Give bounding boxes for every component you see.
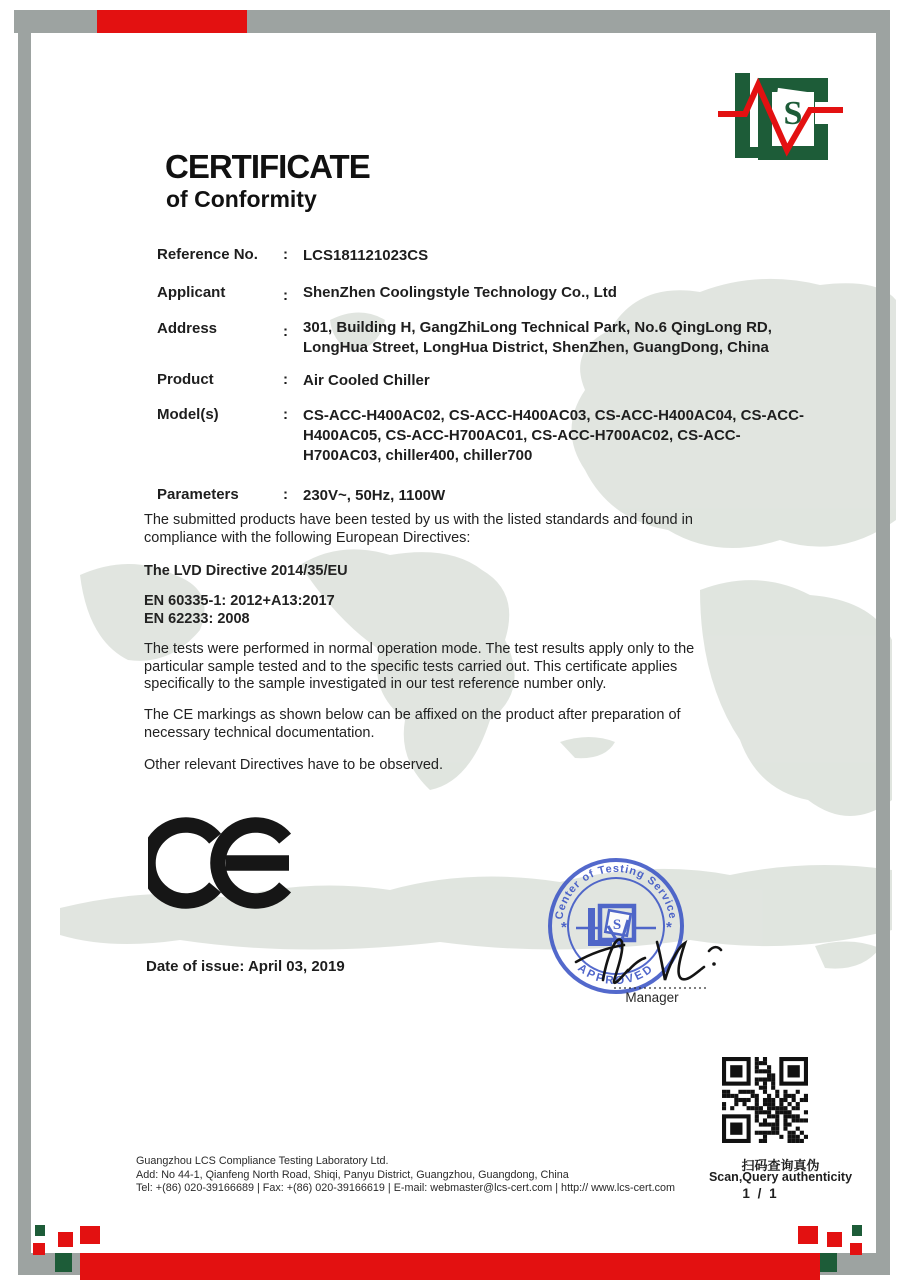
footer-address: Add: No 44-1, Qianfeng North Road, Shiqi, Panyu District, Guangzhou, Guangdong, China [136, 1168, 569, 1181]
qr-caption-en: Scan,Query authenticity [708, 1170, 853, 1184]
field-value-product: Air Cooled Chiller [303, 372, 430, 389]
tests-note-paragraph: The tests were performed in normal operation mode. The test results apply only to the particular sample tested and to the specific tests carried out. This certificate applies specifically to the sample investigated in our test reference number only. [144, 641, 695, 692]
certificate-subtitle: of Conformity [166, 186, 317, 212]
approval-stamp [528, 840, 768, 1010]
stamp-logo-letter: S [612, 917, 622, 933]
field-value-applicant: ShenZhen Coolingstyle Technology Co., Ltd [303, 284, 617, 301]
field-value-address: 301, Building H, GangZhiLong Technical Park, No.6 QingLong RD, LongHua Street, LongHua District, ShenZhen, GuangDong, China [303, 319, 772, 356]
field-label-parameters: Parameters [157, 486, 239, 503]
corner-square-green [820, 1253, 837, 1272]
qr-caption-cn: 扫码查询真伪 [741, 1158, 820, 1173]
qr-code [722, 1057, 808, 1143]
stamp-arc-top-text: Center of Testing Service [553, 862, 679, 921]
corner-square-red [827, 1232, 842, 1247]
ce-note-paragraph: The CE markings as shown below can be affixed on the product after preparation of necessary technical documentation. [144, 707, 681, 741]
field-colon: : [283, 246, 288, 263]
field-colon: : [283, 323, 288, 340]
field-label-applicant: Applicant [157, 284, 226, 301]
footer-block [136, 1155, 675, 1196]
field-label-reference: Reference No. [157, 246, 258, 263]
corner-square-green [35, 1225, 45, 1236]
intro-paragraph: The submitted products have been tested by us with the listed standards and found in compliance with the following European Directives: [144, 512, 693, 546]
standard-line-1: EN 60335-1: 2012+A13:2017 [144, 593, 335, 609]
corner-square-green [55, 1253, 72, 1272]
field-label-models: Model(s) [157, 406, 219, 423]
logo-letter: S [783, 95, 803, 132]
page-number: 1 / 1 [742, 1186, 779, 1201]
date-of-issue: Date of issue: April 03, 2019 [146, 958, 345, 975]
field-value-reference: LCS181121023CS [303, 247, 429, 264]
other-note-paragraph: Other relevant Directives have to be observed. [144, 757, 444, 773]
field-label-product: Product [157, 371, 214, 388]
field-colon: : [283, 287, 288, 304]
field-value-models: CS-ACC-H400AC02, CS-ACC-H400AC03, CS-ACC-H400AC04, CS-ACC-H400AC05, CS-ACC-H700AC01, CS-ACC-H700AC02, CS-ACC-H700AC03, chiller400, chiller700 [303, 407, 804, 464]
directive-line: The LVD Directive 2014/35/EU [144, 563, 348, 579]
footer-company: Guangzhou LCS Compliance Testing Laboratory Ltd. [136, 1155, 389, 1167]
corner-square-red [58, 1232, 73, 1247]
field-value-parameters: 230V~, 50Hz, 1100W [303, 487, 446, 504]
manager-label: Manager [625, 990, 679, 1005]
corner-square-green [852, 1225, 862, 1236]
corner-square-red [80, 1226, 100, 1244]
stamp-arc-bottom-text: APPROVED [575, 962, 657, 988]
frame-right-bar [876, 10, 890, 1275]
field-colon: : [283, 406, 288, 423]
ce-mark [148, 812, 298, 914]
certificate-title: CERTIFICATE [165, 148, 370, 185]
corner-square-red [33, 1243, 45, 1255]
field-colon: : [283, 371, 288, 388]
corner-square-red [850, 1243, 862, 1255]
lcs-logo [715, 62, 850, 162]
field-label-address: Address [157, 320, 218, 337]
footer-contact: Tel: +(86) 020-39166689 | Fax: +(86) 020-39166619 | E-mail: webmaster@lcs-cert.com | http:// www.lcs-cert.com [136, 1182, 676, 1194]
standard-line-2: EN 62233: 2008 [144, 611, 250, 627]
top-red-accent [97, 10, 247, 33]
stamp-star-left: * [561, 919, 567, 936]
stamp-star-right: * [666, 919, 672, 936]
corner-square-red [798, 1226, 818, 1244]
signature-dot [712, 962, 716, 966]
field-colon: : [283, 486, 288, 503]
bottom-red-bar [80, 1253, 820, 1280]
frame-left-bar [18, 10, 31, 1275]
